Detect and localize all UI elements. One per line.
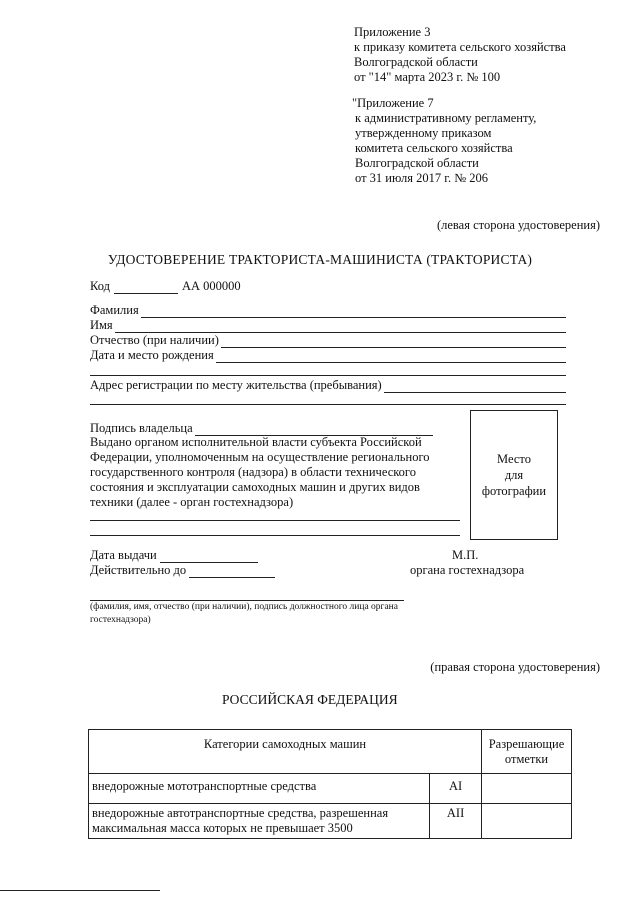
issue-date-label: Дата выдачи [90,548,157,562]
patronymic-label: Отчество (при наличии) [90,333,219,347]
right-side-note: (правая сторона удостоверения) [430,660,600,674]
appendix-3-header [354,25,624,85]
stamp-authority: органа гостехнадзора [410,563,525,577]
category-description [89,804,430,839]
federation-title: РОССИЙСКАЯ ФЕДЕРАЦИЯ [222,692,398,707]
signatory-note-line: (фамилия, имя, отчество (при наличии), подпись должностного лица органа [90,602,398,612]
patronymic-row [90,333,566,348]
table-row [89,804,572,839]
permission-mark-cell [482,774,572,804]
appendix-7-line: Волгоградской области [355,156,479,170]
categories-header: Категории самоходных машин [89,730,482,774]
issued-by-text [90,435,462,510]
issued-by-line: Выдано органом исполнительной власти субъекта Российской [90,435,422,449]
left-side-note: (левая сторона удостоверения) [436,218,600,232]
issued-by-line: государственного контроля (надзора) в области технического [90,465,417,479]
valid-until-line [189,565,275,578]
photo-label-line: фотографии [481,484,547,498]
stamp-mp: М.П. [452,548,479,562]
issued-by-line: техники (далее - орган гостехнадзора) [90,495,294,509]
birth-line-extra [90,363,566,376]
appendix-7-line: к административному регламенту, [355,111,537,125]
appendix-3-line: Волгоградской области [354,55,478,69]
photo-label-line: Место [497,452,531,466]
appendix-7-line: комитета сельского хозяйства [355,141,513,155]
birth-line [216,350,566,363]
marks-header-line: отметки [504,752,549,766]
valid-until-row [90,563,275,578]
name-row [90,318,566,333]
issue-date-line [160,550,258,563]
appendix-7-line: от 31 июля 2017 г. № 206 [355,171,489,185]
code-value: АА 000000 [181,279,241,293]
categories-table [88,729,572,839]
surname-line [141,305,566,318]
signature-row [90,421,433,436]
code-label: Код [90,279,110,293]
category-description: внедорожные мототранспортные средства [89,774,430,804]
category-description-line: внедорожные автотранспортные средства, разрешенная [92,806,389,820]
appendix-3-line: от "14" марта 2023 г. № 100 [354,70,501,84]
photo-label-line: для [504,468,524,482]
category-code: AII [430,804,482,839]
code-row [90,279,241,294]
valid-until-label: Действительно до [90,563,187,577]
certificate-title: УДОСТОВЕРЕНИЕ ТРАКТОРИСТА-МАШИНИСТА (ТРАКТОРИСТА) [107,252,533,267]
issue-date-row [90,548,258,563]
signatory-line [90,588,404,601]
issued-by-blank-line [90,523,460,536]
birth-label: Дата и место рождения [90,348,214,362]
appendix-3-line: к приказу комитета сельского хозяйства [354,40,566,54]
table-row [89,774,572,804]
name-label: Имя [90,318,113,332]
appendix-7-header [352,96,622,186]
birth-row [90,348,566,363]
surname-row [90,303,566,318]
appendix-3-line: Приложение 3 [354,25,431,39]
marks-header-line: Разрешающие [488,737,565,751]
name-line [115,320,566,333]
permission-mark-cell [482,804,572,839]
surname-label: Фамилия [90,303,139,317]
signature-label: Подпись владельца [90,421,193,435]
issued-by-blank-line [90,508,460,521]
signatory-note-line: гостехнадзора) [90,615,151,625]
patronymic-line [221,335,566,348]
appendix-7-line: утвержденному приказом [355,126,492,140]
appendix-7-line: "Приложение 7 [352,96,434,110]
address-line-extra [90,392,566,405]
issued-by-line: Федерации, уполномоченным на осуществление регионального [90,450,430,464]
category-code: AI [430,774,482,804]
marks-header [482,730,572,774]
signatory-note [90,601,470,627]
address-label: Адрес регистрации по месту жительства (пребывания) [90,378,382,392]
code-blank-line [114,281,178,294]
address-row [90,378,566,393]
table-header-row [89,730,572,774]
footnote-separator [0,890,160,891]
issued-by-line: состояния и эксплуатации самоходных машин и других видов [90,480,420,494]
category-description-line: максимальная масса которых не превышает 3500 [92,821,353,835]
photo-placeholder [470,410,558,540]
